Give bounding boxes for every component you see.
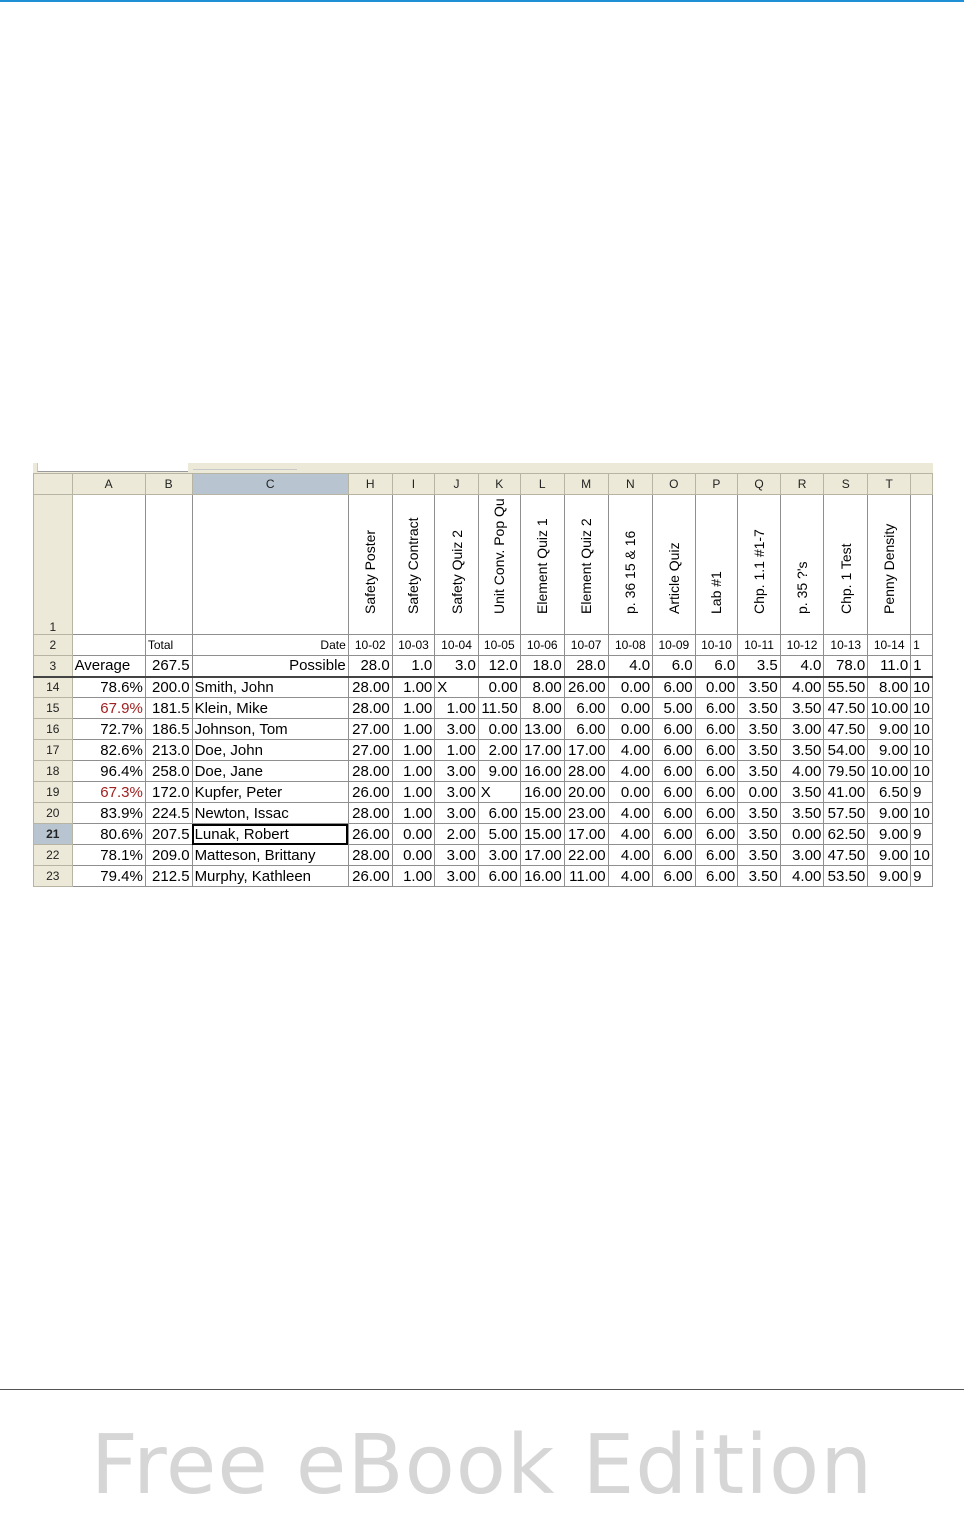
score-cell[interactable]: 3.00: [435, 845, 479, 866]
score-cell[interactable]: 6.00: [564, 698, 608, 719]
score-cell[interactable]: 2.00: [435, 824, 479, 845]
score-cell[interactable]: 6.00: [653, 740, 696, 761]
student-name-cell[interactable]: Matteson, Brittany: [192, 845, 348, 866]
score-cell[interactable]: 28.00: [348, 698, 392, 719]
score-cell[interactable]: 17.00: [564, 740, 608, 761]
score-cell[interactable]: 1.00: [392, 761, 435, 782]
top-accent-rule: [0, 0, 964, 2]
score-cell[interactable]: 9.00: [478, 761, 520, 782]
row-header[interactable]: 23: [34, 866, 73, 887]
score-cell[interactable]: 3.50: [738, 677, 781, 698]
score-cell[interactable]: 0.00: [608, 677, 652, 698]
score-cell[interactable]: 53.50: [824, 866, 868, 887]
score-cell[interactable]: 28.00: [348, 677, 392, 698]
student-row: [34, 824, 933, 845]
assignment-header-cell[interactable]: [695, 495, 738, 635]
score-cell[interactable]: 8.00: [868, 677, 911, 698]
student-name-cell[interactable]: Johnson, Tom: [192, 719, 348, 740]
score-cell[interactable]: 6.00: [695, 824, 738, 845]
score-cell[interactable]: 6.00: [695, 719, 738, 740]
grid-cell[interactable]: [145, 495, 192, 635]
score-cell[interactable]: 6.00: [653, 803, 696, 824]
score-cell[interactable]: 47.50: [824, 845, 868, 866]
column-header[interactable]: H: [348, 474, 392, 495]
score-cell[interactable]: 3.50: [738, 740, 781, 761]
score-cell[interactable]: 62.50: [824, 824, 868, 845]
score-cell[interactable]: 5.00: [478, 824, 520, 845]
score-cell[interactable]: 6.00: [653, 866, 696, 887]
score-cell[interactable]: 15.00: [520, 824, 564, 845]
score-cell[interactable]: 10: [911, 719, 933, 740]
percent-cell[interactable]: 72.7%: [72, 719, 145, 740]
grid-cell[interactable]: [72, 635, 145, 656]
score-cell[interactable]: 3.00: [435, 866, 479, 887]
score-cell[interactable]: 0.00: [478, 677, 520, 698]
score-cell[interactable]: 1.00: [392, 782, 435, 803]
score-cell[interactable]: 9: [911, 782, 933, 803]
score-cell[interactable]: 6.00: [695, 698, 738, 719]
score-cell[interactable]: 3.00: [780, 719, 824, 740]
percent-cell[interactable]: 67.3%: [72, 782, 145, 803]
formula-bar-strip: [33, 463, 933, 473]
score-cell[interactable]: 6.00: [653, 761, 696, 782]
student-name-cell[interactable]: Smith, John: [192, 677, 348, 698]
score-cell[interactable]: 17.00: [520, 740, 564, 761]
score-cell[interactable]: 9: [911, 824, 933, 845]
column-header[interactable]: N: [608, 474, 652, 495]
score-cell[interactable]: 79.50: [824, 761, 868, 782]
score-cell[interactable]: 9: [911, 866, 933, 887]
score-cell[interactable]: 28.00: [348, 845, 392, 866]
date-cell[interactable]: 10-04: [435, 635, 479, 656]
score-cell[interactable]: 3.50: [780, 782, 824, 803]
date-cell[interactable]: 10-02: [348, 635, 392, 656]
score-cell[interactable]: 10: [911, 845, 933, 866]
student-row: [34, 740, 933, 761]
student-name-cell[interactable]: Klein, Mike: [192, 698, 348, 719]
score-cell[interactable]: 13.00: [520, 719, 564, 740]
date-cell[interactable]: 1: [911, 635, 933, 656]
spreadsheet-screenshot: [33, 463, 933, 888]
date-cell[interactable]: 10-08: [608, 635, 652, 656]
assignment-name: p. 35 ?'s: [794, 561, 811, 614]
score-cell[interactable]: 9.00: [868, 824, 911, 845]
score-cell[interactable]: 10: [911, 740, 933, 761]
score-cell[interactable]: 1.00: [392, 866, 435, 887]
score-cell[interactable]: 1.00: [392, 803, 435, 824]
score-cell[interactable]: 4.00: [608, 824, 652, 845]
assignment-name: Element Quiz 1: [534, 518, 551, 614]
date-cell[interactable]: 10-14: [868, 635, 911, 656]
score-cell[interactable]: 16.00: [520, 761, 564, 782]
row-header[interactable]: 17: [34, 740, 73, 761]
date-cell[interactable]: 10-09: [653, 635, 696, 656]
score-cell[interactable]: 0.00: [608, 698, 652, 719]
row-header[interactable]: 16: [34, 719, 73, 740]
total-cell[interactable]: 224.5: [145, 803, 192, 824]
average-label-cell[interactable]: Average: [72, 656, 145, 677]
column-header[interactable]: M: [564, 474, 608, 495]
student-name-cell[interactable]: Murphy, Kathleen: [192, 866, 348, 887]
score-cell[interactable]: 4.00: [608, 740, 652, 761]
assignment-header-cell[interactable]: [435, 495, 479, 635]
score-cell[interactable]: 6.00: [653, 845, 696, 866]
formula-bar-separator: [193, 463, 297, 470]
score-cell[interactable]: 4.00: [608, 761, 652, 782]
percent-cell[interactable]: 82.6%: [72, 740, 145, 761]
assignment-name: Safety Poster: [362, 529, 379, 614]
percent-cell[interactable]: 79.4%: [72, 866, 145, 887]
column-header[interactable]: B: [145, 474, 192, 495]
possible-points-cell[interactable]: 12.0: [478, 656, 520, 677]
score-cell[interactable]: 0.00: [392, 845, 435, 866]
assignment-name: Article Quiz: [665, 542, 682, 614]
footer-rule: [0, 1389, 964, 1390]
score-cell[interactable]: 6.00: [478, 866, 520, 887]
score-cell[interactable]: 1.00: [435, 698, 479, 719]
score-cell[interactable]: 8.00: [520, 698, 564, 719]
score-cell[interactable]: 26.00: [348, 782, 392, 803]
column-header[interactable]: K: [478, 474, 520, 495]
percent-cell[interactable]: 83.9%: [72, 803, 145, 824]
score-cell[interactable]: 3.00: [435, 719, 479, 740]
score-cell[interactable]: 6.00: [653, 719, 696, 740]
possible-points-cell[interactable]: 6.0: [695, 656, 738, 677]
score-cell[interactable]: 28.00: [348, 761, 392, 782]
score-cell[interactable]: 4.00: [608, 845, 652, 866]
score-cell[interactable]: 0.00: [478, 719, 520, 740]
column-header[interactable]: J: [435, 474, 479, 495]
score-cell[interactable]: 6.00: [564, 719, 608, 740]
score-cell[interactable]: 54.00: [824, 740, 868, 761]
score-cell[interactable]: X: [478, 782, 520, 803]
assignment-header-cell[interactable]: [738, 495, 781, 635]
score-cell[interactable]: 3.50: [738, 866, 781, 887]
score-cell[interactable]: 3.00: [435, 782, 479, 803]
score-cell[interactable]: 6.00: [695, 782, 738, 803]
score-cell[interactable]: 17.00: [564, 824, 608, 845]
total-cell[interactable]: 213.0: [145, 740, 192, 761]
assignment-header-cell[interactable]: [520, 495, 564, 635]
column-header[interactable]: R: [780, 474, 824, 495]
score-cell[interactable]: 9.00: [868, 719, 911, 740]
date-cell[interactable]: 10-03: [392, 635, 435, 656]
possible-points-cell[interactable]: 1: [911, 656, 933, 677]
possible-points-cell[interactable]: 18.0: [520, 656, 564, 677]
column-header[interactable]: S: [824, 474, 868, 495]
total-cell[interactable]: 258.0: [145, 761, 192, 782]
score-cell[interactable]: 22.00: [564, 845, 608, 866]
row-header[interactable]: 22: [34, 845, 73, 866]
total-cell[interactable]: 172.0: [145, 782, 192, 803]
score-cell[interactable]: 10: [911, 803, 933, 824]
score-cell[interactable]: 26.00: [564, 677, 608, 698]
date-cell[interactable]: 10-06: [520, 635, 564, 656]
score-cell[interactable]: 1.00: [392, 677, 435, 698]
score-cell[interactable]: 9.00: [868, 740, 911, 761]
total-cell[interactable]: 209.0: [145, 845, 192, 866]
score-cell[interactable]: 4.00: [608, 803, 652, 824]
column-header[interactable]: C: [192, 474, 348, 495]
score-cell[interactable]: 6.00: [695, 845, 738, 866]
score-cell[interactable]: 3.50: [738, 719, 781, 740]
score-cell[interactable]: 0.00: [738, 782, 781, 803]
possible-points-cell[interactable]: 4.0: [608, 656, 652, 677]
total-cell[interactable]: 181.5: [145, 698, 192, 719]
assignment-header-cell[interactable]: [911, 495, 933, 635]
possible-points-cell[interactable]: 11.0: [868, 656, 911, 677]
assignment-name: Penny Density: [881, 523, 898, 614]
row-header[interactable]: 15: [34, 698, 73, 719]
score-cell[interactable]: 3.50: [738, 845, 781, 866]
column-header[interactable]: A: [72, 474, 145, 495]
date-cell[interactable]: 10-11: [738, 635, 781, 656]
score-cell[interactable]: 11.00: [564, 866, 608, 887]
assignment-header-cell[interactable]: [478, 495, 520, 635]
score-cell[interactable]: 1.00: [392, 698, 435, 719]
score-cell[interactable]: 3.50: [780, 740, 824, 761]
score-cell[interactable]: 47.50: [824, 698, 868, 719]
assignment-name: Safety Quiz 2: [448, 529, 465, 614]
score-cell[interactable]: 55.50: [824, 677, 868, 698]
score-cell[interactable]: 27.00: [348, 740, 392, 761]
row-header[interactable]: 21: [34, 824, 73, 845]
date-cell[interactable]: 10-05: [478, 635, 520, 656]
score-cell[interactable]: 0.00: [695, 677, 738, 698]
total-cell[interactable]: 200.0: [145, 677, 192, 698]
spreadsheet-grid[interactable]: [33, 473, 933, 887]
student-name-cell[interactable]: Doe, John: [192, 740, 348, 761]
score-cell[interactable]: 5.00: [653, 698, 696, 719]
assignment-name: Element Quiz 2: [578, 518, 595, 614]
date-cell[interactable]: 10-13: [824, 635, 868, 656]
score-cell[interactable]: 3.50: [738, 698, 781, 719]
percent-cell[interactable]: 78.6%: [72, 677, 145, 698]
assignment-header-cell[interactable]: [348, 495, 392, 635]
student-row: [34, 698, 933, 719]
student-name-cell[interactable]: Doe, Jane: [192, 761, 348, 782]
score-cell[interactable]: 3.50: [738, 761, 781, 782]
score-cell[interactable]: 15.00: [520, 803, 564, 824]
assignment-name: Chp. 1 Test: [837, 543, 854, 614]
date-label-cell[interactable]: Date: [192, 635, 348, 656]
assignment-name: Chp. 1.1 #1-7: [751, 529, 767, 614]
score-cell[interactable]: 6.50: [868, 782, 911, 803]
total-cell[interactable]: 212.5: [145, 866, 192, 887]
score-cell[interactable]: 27.00: [348, 719, 392, 740]
score-cell[interactable]: 3.50: [780, 803, 824, 824]
score-cell[interactable]: 47.50: [824, 719, 868, 740]
score-cell[interactable]: 6.00: [695, 740, 738, 761]
score-cell[interactable]: 41.00: [824, 782, 868, 803]
assignment-header-cell[interactable]: [392, 495, 435, 635]
score-cell[interactable]: 8.00: [520, 677, 564, 698]
score-cell[interactable]: 28.00: [348, 803, 392, 824]
percent-cell[interactable]: 96.4%: [72, 761, 145, 782]
student-name-cell[interactable]: Newton, Issac: [192, 803, 348, 824]
column-header[interactable]: [911, 474, 933, 495]
assignment-header-cell[interactable]: [653, 495, 696, 635]
column-header[interactable]: I: [392, 474, 435, 495]
score-cell[interactable]: 16.00: [520, 782, 564, 803]
score-cell[interactable]: 4.00: [608, 866, 652, 887]
column-header[interactable]: T: [868, 474, 911, 495]
score-cell[interactable]: 9.00: [868, 866, 911, 887]
score-cell[interactable]: 4.00: [780, 677, 824, 698]
score-cell[interactable]: 0.00: [392, 824, 435, 845]
score-cell[interactable]: 10.00: [868, 761, 911, 782]
score-cell[interactable]: 28.00: [564, 761, 608, 782]
score-cell[interactable]: 3.50: [738, 803, 781, 824]
score-cell[interactable]: 9.00: [868, 845, 911, 866]
student-name-cell[interactable]: Kupfer, Peter: [192, 782, 348, 803]
row-header[interactable]: 2: [34, 635, 73, 656]
assignment-header-cell[interactable]: [608, 495, 652, 635]
score-cell[interactable]: 3.00: [478, 845, 520, 866]
possible-points-cell[interactable]: 28.0: [348, 656, 392, 677]
possible-points-cell[interactable]: 3.0: [435, 656, 479, 677]
total-label-cell[interactable]: Total: [145, 635, 192, 656]
possible-label-cell[interactable]: Possible: [192, 656, 348, 677]
score-cell[interactable]: 2.00: [478, 740, 520, 761]
score-cell[interactable]: 3.00: [435, 803, 479, 824]
score-cell[interactable]: 10.00: [868, 698, 911, 719]
percent-cell[interactable]: 78.1%: [72, 845, 145, 866]
student-row: [34, 782, 933, 803]
score-cell[interactable]: 10: [911, 698, 933, 719]
score-cell[interactable]: 6.00: [653, 782, 696, 803]
score-cell[interactable]: 10: [911, 761, 933, 782]
score-cell[interactable]: 4.00: [780, 761, 824, 782]
score-cell[interactable]: 6.00: [653, 824, 696, 845]
column-header[interactable]: L: [520, 474, 564, 495]
date-cell[interactable]: 10-10: [695, 635, 738, 656]
possible-points-cell[interactable]: 3.5: [738, 656, 781, 677]
score-cell[interactable]: 3.00: [435, 761, 479, 782]
row-header[interactable]: 19: [34, 782, 73, 803]
date-cell[interactable]: 10-12: [780, 635, 824, 656]
column-header[interactable]: P: [695, 474, 738, 495]
score-cell[interactable]: 3.50: [780, 698, 824, 719]
score-cell[interactable]: 0.00: [608, 719, 652, 740]
possible-points-cell[interactable]: 6.0: [653, 656, 696, 677]
date-cell[interactable]: 10-07: [564, 635, 608, 656]
assignment-header-cell[interactable]: [824, 495, 868, 635]
score-cell[interactable]: 10: [911, 677, 933, 698]
row-header[interactable]: 18: [34, 761, 73, 782]
score-cell[interactable]: 26.00: [348, 866, 392, 887]
score-cell[interactable]: 3.00: [780, 845, 824, 866]
possible-points-cell[interactable]: 78.0: [824, 656, 868, 677]
score-cell[interactable]: 6.00: [653, 677, 696, 698]
student-row: [34, 845, 933, 866]
score-cell[interactable]: 26.00: [348, 824, 392, 845]
student-row: [34, 803, 933, 824]
assignment-header-cell[interactable]: [564, 495, 608, 635]
score-cell[interactable]: 6.00: [695, 803, 738, 824]
footer-watermark: Free eBook Edition: [90, 1418, 874, 1513]
student-row: [34, 866, 933, 887]
score-cell[interactable]: 0.00: [780, 824, 824, 845]
assignment-name: Safety Contract: [405, 517, 422, 614]
score-cell[interactable]: 16.00: [520, 866, 564, 887]
score-cell[interactable]: 3.50: [738, 824, 781, 845]
score-cell[interactable]: 6.00: [695, 761, 738, 782]
total-cell[interactable]: 207.5: [145, 824, 192, 845]
assignment-header-cell[interactable]: [780, 495, 824, 635]
row-header[interactable]: 20: [34, 803, 73, 824]
row-header[interactable]: 3: [34, 656, 73, 677]
possible-points-cell[interactable]: 4.0: [780, 656, 824, 677]
row-header[interactable]: 1: [34, 495, 73, 635]
grid-cell[interactable]: [72, 495, 145, 635]
assignment-name: Lab #1: [708, 571, 725, 614]
percent-cell[interactable]: 67.9%: [72, 698, 145, 719]
possible-total-cell[interactable]: 267.5: [145, 656, 192, 677]
assignment-header-cell[interactable]: [868, 495, 911, 635]
select-all-corner[interactable]: [34, 474, 73, 495]
row-header[interactable]: 14: [34, 677, 73, 698]
column-header[interactable]: Q: [738, 474, 781, 495]
score-cell[interactable]: 1.00: [392, 719, 435, 740]
total-cell[interactable]: 186.5: [145, 719, 192, 740]
score-cell[interactable]: 6.00: [695, 866, 738, 887]
name-box[interactable]: [37, 463, 188, 472]
score-cell[interactable]: 1.00: [435, 740, 479, 761]
score-cell[interactable]: 20.00: [564, 782, 608, 803]
possible-points-cell[interactable]: 28.0: [564, 656, 608, 677]
student-row: [34, 761, 933, 782]
score-cell[interactable]: 17.00: [520, 845, 564, 866]
score-cell[interactable]: 6.00: [478, 803, 520, 824]
column-header[interactable]: O: [653, 474, 696, 495]
score-cell[interactable]: 23.00: [564, 803, 608, 824]
score-cell[interactable]: 4.00: [780, 866, 824, 887]
assignment-name: Unit Conv. Pop Qu: [491, 498, 508, 614]
student-row: [34, 719, 933, 740]
score-cell[interactable]: 11.50: [478, 698, 520, 719]
active-name-cell[interactable]: Lunak, Robert: [192, 824, 348, 845]
score-cell[interactable]: 9.00: [868, 803, 911, 824]
score-cell[interactable]: 1.00: [392, 740, 435, 761]
grid-cell[interactable]: [192, 495, 348, 635]
possible-points-cell[interactable]: 1.0: [392, 656, 435, 677]
score-cell[interactable]: 0.00: [608, 782, 652, 803]
student-row: [34, 677, 933, 698]
percent-cell[interactable]: 80.6%: [72, 824, 145, 845]
score-cell[interactable]: X: [435, 677, 479, 698]
score-cell[interactable]: 57.50: [824, 803, 868, 824]
assignment-name: p. 36 15 & 16: [622, 530, 639, 614]
